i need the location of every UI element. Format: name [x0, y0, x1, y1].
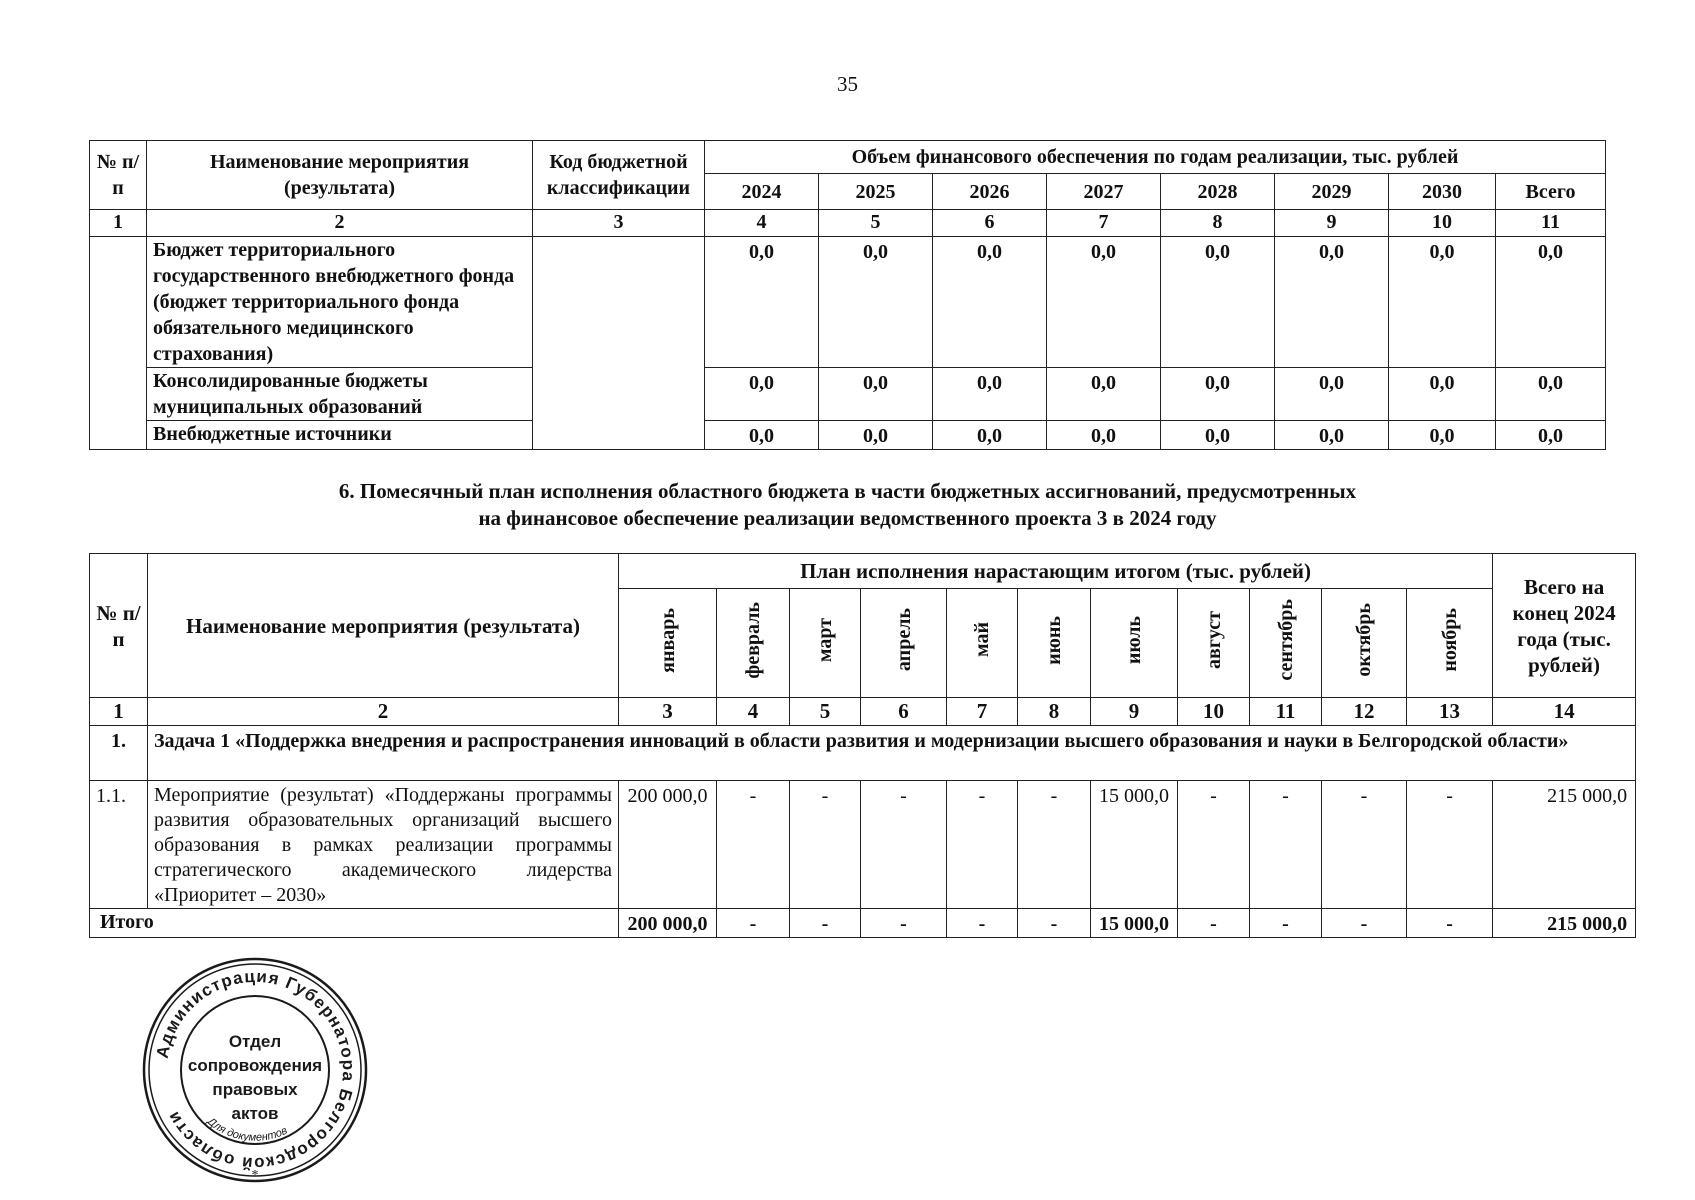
total-value: - — [861, 909, 947, 938]
month-header: февраль — [717, 589, 790, 698]
stamp-center-line: правовых — [212, 1080, 298, 1099]
year-header: 2027 — [1047, 174, 1161, 210]
index-cell: 13 — [1407, 698, 1493, 726]
value-cell: 0,0 — [1389, 368, 1496, 421]
month-value: 15 000,0 — [1091, 781, 1178, 909]
month-value: - — [1018, 781, 1091, 909]
month-value: 200 000,0 — [619, 781, 717, 909]
index-cell: 9 — [1091, 698, 1178, 726]
index-cell: 9 — [1275, 210, 1389, 237]
total-value: - — [1178, 909, 1250, 938]
index-cell: 8 — [1161, 210, 1275, 237]
value-cell: 0,0 — [819, 237, 933, 368]
value-cell: 0,0 — [819, 421, 933, 450]
value-cell: 0,0 — [705, 368, 819, 421]
col-code-header: Код бюджетной классификации — [533, 141, 705, 210]
index-row — [90, 210, 1606, 237]
value-cell: 0,0 — [1496, 368, 1606, 421]
value-cell: 0,0 — [1389, 421, 1496, 450]
index-cell: 10 — [1389, 210, 1496, 237]
section-title-line: на финансовое обеспечение реализации ведомственного проекта 3 в 2024 году — [478, 506, 1217, 530]
month-header: ноябрь — [1407, 589, 1493, 698]
month-header: июнь — [1018, 589, 1091, 698]
section-title — [0, 478, 1695, 532]
year-header: 2030 — [1389, 174, 1496, 210]
index-cell: 2 — [148, 698, 619, 726]
header-row — [90, 141, 1606, 174]
stamp-ring-text: Администрация Губернатора Белгородской области — [152, 966, 359, 1174]
total-value: - — [790, 909, 861, 938]
value-cell: 0,0 — [933, 368, 1047, 421]
task-text: Задача 1 «Поддержка внедрения и распространения инноваций в области развития и модернизации высшего образования и науки в Белгородской области» — [148, 726, 1636, 781]
measure-num: 1.1. — [90, 781, 148, 909]
month-header: август — [1178, 589, 1250, 698]
index-cell: 11 — [1496, 210, 1606, 237]
value-cell: 0,0 — [1389, 237, 1496, 368]
year-header: 2025 — [819, 174, 933, 210]
value-cell: 0,0 — [1047, 421, 1161, 450]
funding-source-name: Внебюджетные источники — [147, 421, 533, 450]
month-header: апрель — [861, 589, 947, 698]
month-header: октябрь — [1322, 589, 1407, 698]
value-cell: 0,0 — [705, 237, 819, 368]
month-value: - — [717, 781, 790, 909]
total-value: 15 000,0 — [1091, 909, 1178, 938]
star-icon: * — [251, 1168, 259, 1183]
index-cell: 1 — [90, 210, 147, 237]
empty-num-cell — [90, 237, 147, 450]
total-value: - — [1250, 909, 1322, 938]
task-num: 1. — [90, 726, 148, 781]
month-value: - — [861, 781, 947, 909]
index-cell: 4 — [717, 698, 790, 726]
index-cell: 12 — [1322, 698, 1407, 726]
table-row — [90, 421, 1606, 450]
year-header: 2026 — [933, 174, 1047, 210]
total-value: - — [1322, 909, 1407, 938]
index-cell: 6 — [933, 210, 1047, 237]
index-cell: 8 — [1018, 698, 1091, 726]
index-cell: 3 — [533, 210, 705, 237]
volume-header: Объем финансового обеспечения по годам реализации, тыс. рублей — [705, 141, 1606, 174]
table-row — [90, 368, 1606, 421]
measure-name: Мероприятие (результат) «Поддержаны программы развития образовательных организаций высшего образования в рамках реализации программы стратегического академического лидерства «Приоритет – 2030» — [148, 781, 619, 909]
index-cell: 6 — [861, 698, 947, 726]
index-cell: 11 — [1250, 698, 1322, 726]
total-year-header: Всего на конец 2024 года (тыс. рублей) — [1493, 554, 1636, 698]
total-value: - — [947, 909, 1018, 938]
value-cell: 0,0 — [705, 421, 819, 450]
index-cell: 3 — [619, 698, 717, 726]
page-number: 35 — [837, 72, 858, 96]
month-header: май — [947, 589, 1018, 698]
monthly-plan-table — [89, 553, 1636, 938]
index-cell: 4 — [705, 210, 819, 237]
year-header: 2024 — [705, 174, 819, 210]
month-header: июль — [1091, 589, 1178, 698]
value-cell: 0,0 — [1047, 237, 1161, 368]
month-value: - — [1178, 781, 1250, 909]
col-num-header: № п/п — [90, 554, 148, 698]
month-value: - — [1322, 781, 1407, 909]
funding-source-name: Консолидированные бюджеты муниципальных образований — [147, 368, 533, 421]
index-cell: 14 — [1493, 698, 1636, 726]
value-cell: 0,0 — [1161, 237, 1275, 368]
month-value: - — [1407, 781, 1493, 909]
year-header: 2029 — [1275, 174, 1389, 210]
value-cell: 0,0 — [1496, 237, 1606, 368]
col-num-header: № п/п — [90, 141, 147, 210]
month-header: январь — [619, 589, 717, 698]
month-value: - — [790, 781, 861, 909]
plan-header: План исполнения нарастающим итогом (тыс. рублей) — [619, 554, 1493, 589]
measure-total: 215 000,0 — [1493, 781, 1636, 909]
header-row — [90, 554, 1636, 589]
index-cell: 2 — [147, 210, 533, 237]
total-value: - — [1018, 909, 1091, 938]
index-cell: 7 — [947, 698, 1018, 726]
month-value: - — [1250, 781, 1322, 909]
value-cell: 0,0 — [1275, 368, 1389, 421]
index-cell: 7 — [1047, 210, 1161, 237]
month-header: март — [790, 589, 861, 698]
stamp-center-line: актов — [231, 1104, 279, 1123]
stamp-center-line: Отдел — [228, 1032, 282, 1051]
index-cell: 5 — [790, 698, 861, 726]
month-header: сентябрь — [1250, 589, 1322, 698]
value-cell: 0,0 — [1275, 237, 1389, 368]
task-row — [90, 726, 1636, 781]
total-header: Всего — [1496, 174, 1606, 210]
value-cell: 0,0 — [933, 237, 1047, 368]
col-name-header: Наименование мероприятия (результата) — [147, 141, 533, 210]
value-cell: 0,0 — [1161, 368, 1275, 421]
year-header: 2028 — [1161, 174, 1275, 210]
funding-source-name: Бюджет территориального государственного внебюджетного фонда (бюджет территориального фонда обязательного медицинского страхования) — [147, 237, 533, 368]
value-cell: 0,0 — [933, 421, 1047, 450]
value-cell: 0,0 — [1161, 421, 1275, 450]
index-cell: 1 — [90, 698, 148, 726]
stamp-seal — [142, 957, 368, 1183]
month-value: - — [947, 781, 1018, 909]
total-value: - — [717, 909, 790, 938]
section-title-line: 6. Помесячный план исполнения областного бюджета в части бюджетных ассигнований, предусмотренных — [338, 479, 1357, 503]
index-cell: 10 — [1178, 698, 1250, 726]
budget-code-cell — [533, 237, 705, 450]
value-cell: 0,0 — [1275, 421, 1389, 450]
index-cell: 5 — [819, 210, 933, 237]
financing-table — [89, 140, 1606, 450]
measure-row — [90, 781, 1636, 909]
value-cell: 0,0 — [1047, 368, 1161, 421]
official-stamp — [142, 957, 368, 1183]
total-row — [90, 909, 1636, 938]
col-name-header: Наименование мероприятия (результата) — [148, 554, 619, 698]
table-row — [90, 237, 1606, 368]
total-value: - — [1407, 909, 1493, 938]
stamp-bottom-text: Для документов — [205, 1115, 290, 1144]
value-cell: 0,0 — [819, 368, 933, 421]
total-label: Итого — [90, 909, 619, 938]
stamp-center-line: сопровождения — [187, 1056, 323, 1075]
index-row — [90, 698, 1636, 726]
total-value: 200 000,0 — [619, 909, 717, 938]
value-cell: 0,0 — [1496, 421, 1606, 450]
grand-total: 215 000,0 — [1493, 909, 1636, 938]
